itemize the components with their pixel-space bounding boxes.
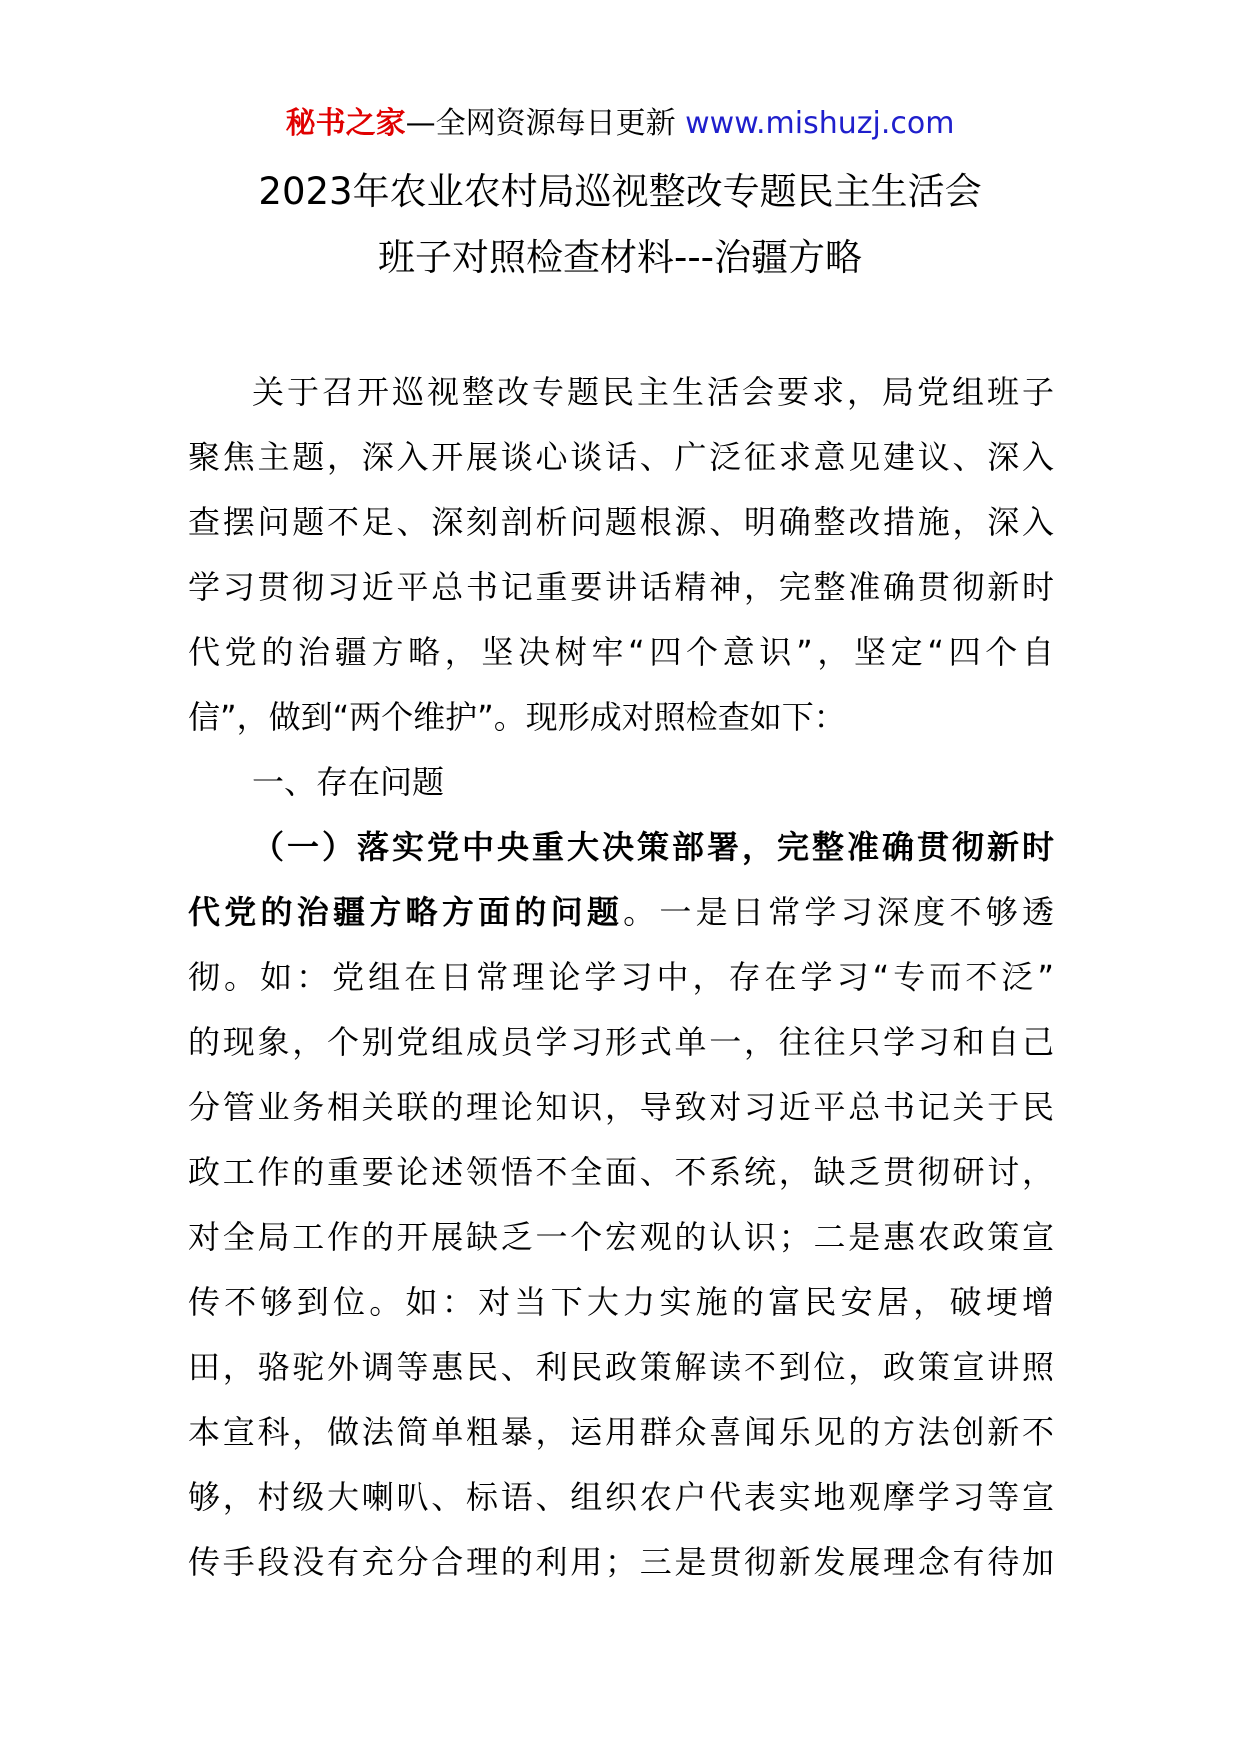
paragraph-line: 彻。如：党组在日常理论学习中，存在学习“专而不泛” xyxy=(188,958,1054,996)
intro-line: 代党的治疆方略，坚决树牢“四个意识”，坚定“四个自 xyxy=(188,633,1054,671)
subsection-text: 。一是日常学习深度不够透 xyxy=(623,893,1054,931)
intro-line: 学习贯彻习近平总书记重要讲话精神，完整准确贯彻新时 xyxy=(188,568,1054,606)
paragraph-line: 本宣科，做法简单粗暴，运用群众喜闻乐见的方法创新不 xyxy=(188,1413,1054,1451)
intro-line: 信”，做到“两个维护”。现形成对照检查如下： xyxy=(188,698,846,736)
brand-name: 秘书之家 xyxy=(285,106,406,141)
intro-line: 关于召开巡视整改专题民主生活会要求，局党组班子 xyxy=(252,373,1054,411)
paragraph-line: 政工作的重要论述领悟不全面、不系统，缺乏贯彻研讨， xyxy=(188,1153,1054,1191)
paragraph-line: 传不够到位。如：对当下大力实施的富民安居，破埂增 xyxy=(188,1283,1054,1321)
paragraph-line: 传手段没有充分合理的利用；三是贯彻新发展理念有待加 xyxy=(188,1543,1054,1581)
paragraph-line: 够，村级大喇叭、标语、组织农户代表实地观摩学习等宣 xyxy=(188,1478,1054,1516)
document-title-line-1: 2023年农业农村局巡视整改专题民主生活会 xyxy=(258,170,982,213)
subsection-line xyxy=(188,880,1054,945)
document-title-line-2: 班子对照检查材料---治疆方略 xyxy=(377,236,863,279)
subsection-heading-line: （一）落实党中央重大决策部署，完整准确贯彻新时 xyxy=(252,828,1054,866)
paragraph-line: 田，骆驼外调等惠民、利民政策解读不到位，政策宣讲照 xyxy=(188,1348,1054,1386)
paragraph-line: 对全局工作的开展缺乏一个宏观的认识；二是惠农政策宣 xyxy=(188,1218,1054,1256)
paragraph-line: 的现象，个别党组成员学习形式单一，往往只学习和自己 xyxy=(188,1023,1054,1061)
paragraph-line: 分管业务相关联的理论知识，导致对习近平总书记关于民 xyxy=(188,1088,1054,1126)
header-slogan: —全网资源每日更新 xyxy=(405,106,676,141)
site-header xyxy=(0,102,1240,146)
subsection-heading-tail: 代党的治疆方略方面的问题 xyxy=(188,893,624,931)
intro-line: 聚焦主题，深入开展谈心谈话、广泛征求意见建议、深入 xyxy=(188,438,1054,476)
site-url-link[interactable]: www.mishuzj.com xyxy=(685,106,955,141)
section-heading: 一、存在问题 xyxy=(252,763,445,801)
document-body xyxy=(188,360,1054,1595)
intro-line: 查摆问题不足、深刻剖析问题根源、明确整改措施，深入 xyxy=(188,503,1054,541)
